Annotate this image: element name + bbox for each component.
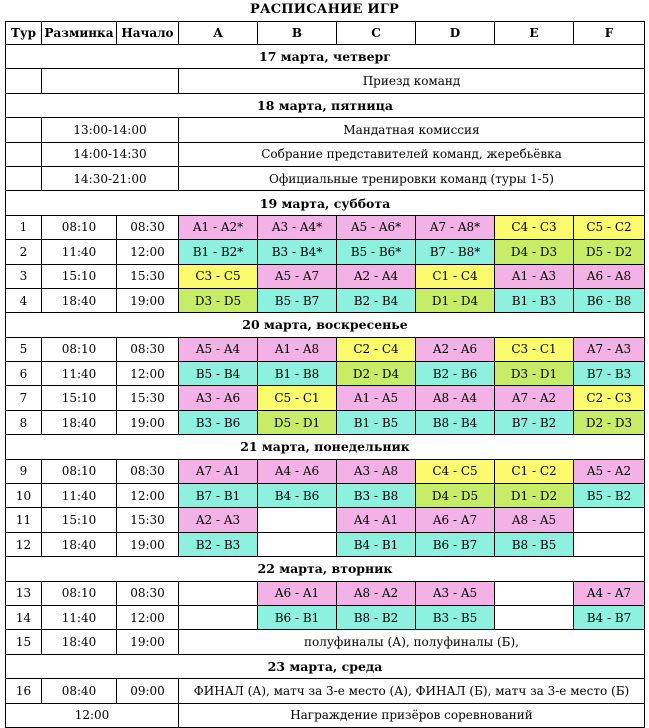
match-cell: A1 - A8 — [258, 337, 337, 361]
start-time: 15:30 — [117, 386, 179, 410]
match-cell: D5 - D1 — [258, 410, 337, 434]
match-cell: C2 - C4 — [337, 337, 416, 361]
match-cell: C4 - C3 — [495, 215, 574, 239]
header-b: B — [258, 22, 337, 45]
tour-number: 4 — [6, 288, 42, 312]
date-heading: 21 марта, понедельник — [6, 435, 645, 459]
match-cell: B6 - B1 — [258, 605, 337, 629]
match-cell: A3 - A4* — [258, 215, 337, 239]
tour-number: 7 — [6, 386, 42, 410]
empty-cell — [179, 581, 258, 605]
match-cell: B7 - B8* — [416, 240, 495, 264]
match-cell: A3 - A5 — [416, 581, 495, 605]
table-row — [6, 679, 645, 703]
date-row — [6, 654, 645, 678]
playoff-text: полуфиналы (А), полуфиналы (Б), — [179, 630, 645, 654]
schedule-table — [5, 21, 645, 728]
start-time: 15:30 — [117, 508, 179, 532]
table-row — [6, 508, 645, 532]
award-text: Награждение призёров соревнований — [179, 703, 645, 727]
tour-number: 11 — [6, 508, 42, 532]
header-d: D — [416, 22, 495, 45]
time-cell: 14:30-21:00 — [42, 166, 179, 190]
date-row — [6, 435, 645, 459]
tour-number: 12 — [6, 532, 42, 556]
date-heading: 20 марта, воскресенье — [6, 313, 645, 337]
start-time: 19:00 — [117, 532, 179, 556]
date-row — [6, 191, 645, 215]
match-cell: A4 - A7 — [574, 581, 645, 605]
match-cell: B2 - B3 — [179, 532, 258, 556]
table-row — [6, 362, 645, 386]
event-row — [6, 118, 645, 142]
match-cell: C1 - C4 — [416, 264, 495, 288]
match-cell: C3 - C5 — [179, 264, 258, 288]
match-cell: B6 - B8 — [574, 288, 645, 312]
table-row — [6, 410, 645, 434]
start-time: 12:00 — [117, 484, 179, 508]
start-time: 08:30 — [117, 337, 179, 361]
table-row — [6, 605, 645, 629]
warmup-time: 15:10 — [42, 264, 117, 288]
warmup-time: 18:40 — [42, 532, 117, 556]
empty-cell — [574, 508, 645, 532]
match-cell: A5 - A2 — [574, 459, 645, 483]
warmup-time: 18:40 — [42, 630, 117, 654]
match-cell: B8 - B2 — [337, 605, 416, 629]
date-heading: 23 марта, среда — [6, 654, 645, 678]
header-start: Начало — [117, 22, 179, 45]
match-cell: C1 - C2 — [495, 459, 574, 483]
match-cell: A2 - A4 — [337, 264, 416, 288]
start-time: 08:30 — [117, 581, 179, 605]
tour-number: 1 — [6, 215, 42, 239]
match-cell: A6 - A8 — [574, 264, 645, 288]
header-a: A — [179, 22, 258, 45]
table-row — [6, 240, 645, 264]
tour-number: 14 — [6, 605, 42, 629]
warmup-time: 08:40 — [42, 679, 117, 703]
match-cell: B5 - B7 — [258, 288, 337, 312]
match-cell: B3 - B8 — [337, 484, 416, 508]
table-row — [6, 581, 645, 605]
match-cell: B8 - B5 — [495, 532, 574, 556]
match-cell: A7 - A8* — [416, 215, 495, 239]
award-row — [6, 703, 645, 727]
match-cell: B4 - B6 — [258, 484, 337, 508]
match-cell: A7 - A1 — [179, 459, 258, 483]
warmup-time: 15:10 — [42, 386, 117, 410]
match-cell: C2 - C3 — [574, 386, 645, 410]
date-row — [6, 45, 645, 69]
event-text: Приезд команд — [179, 69, 645, 93]
empty-cell — [258, 532, 337, 556]
start-time: 09:00 — [117, 679, 179, 703]
warmup-time: 11:40 — [42, 605, 117, 629]
match-cell: D3 - D1 — [495, 362, 574, 386]
table-row — [6, 630, 645, 654]
event-row — [6, 142, 645, 166]
match-cell: B7 - B1 — [179, 484, 258, 508]
match-cell: B5 - B2 — [574, 484, 645, 508]
match-cell: A5 - A6* — [337, 215, 416, 239]
date-row — [6, 313, 645, 337]
match-cell: D1 - D4 — [416, 288, 495, 312]
event-row — [6, 166, 645, 190]
match-cell: A5 - A4 — [179, 337, 258, 361]
time-cell: 13:00-14:00 — [42, 118, 179, 142]
warmup-time: 11:40 — [42, 240, 117, 264]
match-cell: B3 - B5 — [416, 605, 495, 629]
event-text: Официальные тренировки команд (туры 1-5) — [179, 166, 645, 190]
header-f: F — [574, 22, 645, 45]
tour-number: 8 — [6, 410, 42, 434]
match-cell: A2 - A3 — [179, 508, 258, 532]
tour-number: 9 — [6, 459, 42, 483]
start-time: 19:00 — [117, 410, 179, 434]
time-cell: 14:00-14:30 — [42, 142, 179, 166]
start-time: 08:30 — [117, 215, 179, 239]
match-cell: B5 - B6* — [337, 240, 416, 264]
match-cell: B8 - B4 — [416, 410, 495, 434]
match-cell: B4 - B1 — [337, 532, 416, 556]
match-cell: A8 - A4 — [416, 386, 495, 410]
match-cell: B5 - B4 — [179, 362, 258, 386]
table-row — [6, 386, 645, 410]
table-row — [6, 484, 645, 508]
match-cell: D4 - D3 — [495, 240, 574, 264]
match-cell: A1 - A2* — [179, 215, 258, 239]
match-cell: B2 - B4 — [337, 288, 416, 312]
date-row — [6, 557, 645, 581]
match-cell: A2 - A6 — [416, 337, 495, 361]
match-cell: B4 - B7 — [574, 605, 645, 629]
match-cell: C4 - C5 — [416, 459, 495, 483]
match-cell: C5 - C1 — [258, 386, 337, 410]
match-cell: B1 - B5 — [337, 410, 416, 434]
match-cell: C5 - C2 — [574, 215, 645, 239]
empty-cell — [495, 605, 574, 629]
table-row — [6, 459, 645, 483]
header-tour: Тур — [6, 22, 42, 45]
match-cell: A6 - A7 — [416, 508, 495, 532]
table-row — [6, 288, 645, 312]
page-title: РАСПИСАНИЕ ИГР — [249, 2, 400, 17]
tour-cell — [6, 166, 42, 190]
start-time: 15:30 — [117, 264, 179, 288]
header-warmup: Разминка — [42, 22, 117, 45]
start-time: 12:00 — [117, 240, 179, 264]
match-cell: A6 - A1 — [258, 581, 337, 605]
match-cell: B7 - B2 — [495, 410, 574, 434]
match-cell: A8 - A2 — [337, 581, 416, 605]
warmup-time: 11:40 — [42, 362, 117, 386]
match-cell: A8 - A5 — [495, 508, 574, 532]
match-cell: B1 - B3 — [495, 288, 574, 312]
date-heading: 19 марта, суббота — [6, 191, 645, 215]
empty-cell — [495, 581, 574, 605]
warmup-time: 08:10 — [42, 581, 117, 605]
match-cell: D3 - D5 — [179, 288, 258, 312]
date-row — [6, 93, 645, 117]
start-time: 08:30 — [117, 459, 179, 483]
table-row — [6, 337, 645, 361]
match-cell: B3 - B6 — [179, 410, 258, 434]
time-cell — [42, 69, 179, 93]
date-heading: 17 марта, четверг — [6, 45, 645, 69]
match-cell: A1 - A3 — [495, 264, 574, 288]
match-cell: A1 - A5 — [337, 386, 416, 410]
warmup-time: 11:40 — [42, 484, 117, 508]
match-cell: D1 - D2 — [495, 484, 574, 508]
match-cell: B6 - B7 — [416, 532, 495, 556]
match-cell: A4 - A1 — [337, 508, 416, 532]
match-cell: A3 - A8 — [337, 459, 416, 483]
playoff-text: ФИНАЛ (А), матч за 3-е место (А), ФИНАЛ (Б), матч за 3-е место (Б) — [179, 679, 645, 703]
warmup-time: 08:10 — [42, 459, 117, 483]
match-cell: B3 - B4* — [258, 240, 337, 264]
award-time: 12:00 — [6, 703, 179, 727]
header-e: E — [495, 22, 574, 45]
date-heading: 22 марта, вторник — [6, 557, 645, 581]
table-row — [6, 264, 645, 288]
match-cell: A5 - A7 — [258, 264, 337, 288]
tour-number: 6 — [6, 362, 42, 386]
event-text: Мандатная комиссия — [179, 118, 645, 142]
table-row — [6, 532, 645, 556]
date-heading: 18 марта, пятница — [6, 93, 645, 117]
empty-cell — [574, 532, 645, 556]
match-cell: A7 - A3 — [574, 337, 645, 361]
match-cell: D5 - D2 — [574, 240, 645, 264]
tour-number: 2 — [6, 240, 42, 264]
tour-number: 10 — [6, 484, 42, 508]
tour-number: 16 — [6, 679, 42, 703]
header-row — [6, 22, 645, 45]
warmup-time: 08:10 — [42, 337, 117, 361]
start-time: 12:00 — [117, 362, 179, 386]
match-cell: A4 - A6 — [258, 459, 337, 483]
empty-cell — [258, 508, 337, 532]
match-cell: B7 - B3 — [574, 362, 645, 386]
tour-cell — [6, 142, 42, 166]
tour-number: 15 — [6, 630, 42, 654]
tour-cell — [6, 69, 42, 93]
event-row — [6, 69, 645, 93]
start-time: 19:00 — [117, 630, 179, 654]
match-cell: B1 - B2* — [179, 240, 258, 264]
tour-cell — [6, 118, 42, 142]
tour-number: 5 — [6, 337, 42, 361]
match-cell: B2 - B6 — [416, 362, 495, 386]
match-cell: C3 - C1 — [495, 337, 574, 361]
tour-number: 3 — [6, 264, 42, 288]
match-cell: A7 - A2 — [495, 386, 574, 410]
warmup-time: 15:10 — [42, 508, 117, 532]
match-cell: B1 - B8 — [258, 362, 337, 386]
warmup-time: 08:10 — [42, 215, 117, 239]
warmup-time: 18:40 — [42, 410, 117, 434]
start-time: 19:00 — [117, 288, 179, 312]
header-c: C — [337, 22, 416, 45]
table-row — [6, 215, 645, 239]
match-cell: D2 - D3 — [574, 410, 645, 434]
tour-number: 13 — [6, 581, 42, 605]
event-text: Собрание представителей команд, жеребьёвка — [179, 142, 645, 166]
match-cell: D2 - D4 — [337, 362, 416, 386]
match-cell: A3 - A6 — [179, 386, 258, 410]
empty-cell — [179, 605, 258, 629]
warmup-time: 18:40 — [42, 288, 117, 312]
match-cell: D4 - D5 — [416, 484, 495, 508]
start-time: 12:00 — [117, 605, 179, 629]
